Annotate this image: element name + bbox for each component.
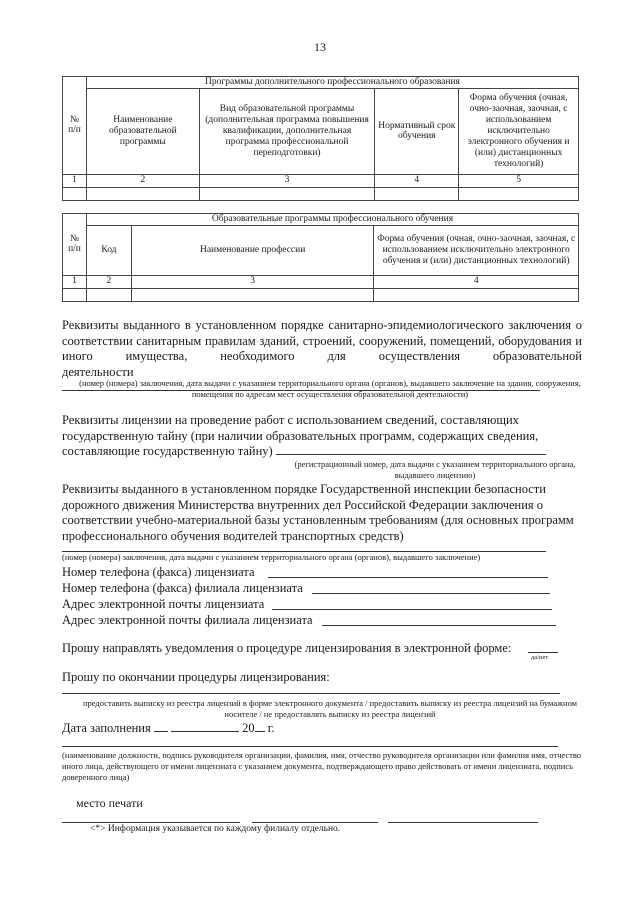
notify-hint: да/нет [531,654,549,661]
signature-line-1[interactable] [62,822,240,823]
gibdd-line: дорожного движения Министерства внутренних дел Российской Федерации заключения о [62,497,544,512]
signature-line-2[interactable] [252,822,378,823]
extract-note: предоставить выписку из реестра лицензий в форме электронного документа / предоставить выписку из реестра лицензий на бумажном носителе / не предоставлять выписку из реестра лицензий [82,698,578,719]
phone-label: Номер телефона (факса) лицензиата [62,565,255,579]
column-index: 3 [131,275,373,288]
secret-line: государственную тайну (при наличии образовательных программ, содержащих сведения, [62,428,539,443]
phone-branch-field[interactable] [312,593,550,594]
sanitary-line: Реквизиты выданного в установленном порядке санитарно-эпидемиологического заключения о [62,318,582,332]
column-index: 3 [199,174,375,187]
page-number: 13 [314,40,326,54]
table-header-name: Наименование профессии [131,225,373,275]
sanitary-line: иного имущества, необходимого для осуществления образовательной [62,349,582,363]
email-field[interactable] [272,609,552,610]
table-cell[interactable] [199,187,375,200]
notify-label: Прошу направлять уведомления о процедуре лицензирования в электронной форме: [62,641,512,655]
gibdd-line: Реквизиты выданного в установленном порядке Государственной инспекции безопасности [62,482,546,496]
email-label: Адрес электронной почты лицензиата [62,597,265,611]
email-branch-field[interactable] [322,625,556,626]
column-index: 4 [374,275,579,288]
column-index: 1 [63,174,87,187]
table-header-form: Форма обучения (очная, очно-заочная, заочная, с использованием исключительно электронного обучения и (или) дистанционных технологий) [459,88,579,174]
table-cell[interactable] [63,288,87,301]
phone-branch-label: Номер телефона (факса) филиала лицензиата [62,581,303,595]
phone-field[interactable] [268,577,548,578]
signature-field[interactable] [62,746,558,747]
column-index: 5 [459,174,579,187]
date-year-field[interactable] [255,721,265,732]
prof-training-table [62,213,579,302]
table-caption: Образовательные программы профессионального обучения [86,214,578,226]
secret-input-line[interactable] [276,444,546,455]
table-cell[interactable] [459,187,579,200]
secret-line [62,444,582,460]
gibdd-line: соответствии учебно-материальной базы установленным требованиям (для основных программ [62,513,574,527]
date-month-field[interactable] [171,721,239,732]
sanitary-line-label: деятельности [62,364,134,379]
secret-line-label: составляющие государственную тайну) [62,444,273,458]
table-cell[interactable] [63,187,87,200]
date-label: Дата заполнения [62,721,151,735]
date-day-field[interactable] [154,721,168,732]
notify-field[interactable] [528,652,558,653]
table-cell[interactable] [131,288,373,301]
table-header-term: Нормативный срок обучения [375,88,459,174]
table-cell[interactable] [374,288,579,301]
email-branch-label: Адрес электронной почты филиала лицензиата [62,613,313,627]
column-index: 2 [86,275,131,288]
column-index: 1 [63,275,87,288]
table-header-name: Наименование образовательной программы [86,88,199,174]
sanitary-note: (номер (номера) заключения, дата выдачи с указанием территориального органа (органов), выдавшего заключение на здания, сооружения, помещения по адресам мест осуществления образовательной деятельности) [79,378,581,399]
table-header-num: № п/п [63,77,87,175]
table-cell[interactable] [86,288,131,301]
date-year-prefix: 20 [242,721,255,735]
signature-note: (наименование должности, подпись руководителя организации, фамилия, имя, отчество руководителя организации или фамилия имя, отчество иного лица, действующего от имени лицензиата с указанием документа, подтверждающего право действовать от имени лицензиата, подпись доверенного лица) [62,750,582,782]
date-suffix: г. [267,721,275,735]
extract-label: Прошу по окончании процедуры лицензирования: [62,670,330,684]
table-caption: Программы дополнительного профессионального образования [86,77,578,89]
gibdd-note: (номер (номера) заключения, дата выдачи с указанием территориального органа (органов), выдавшего заключение) [62,552,481,562]
column-index: 2 [86,174,199,187]
secret-note: (регистрационный номер, дата выдачи с указанием территориального органа, выдавшего лицензию) [294,459,576,480]
table-header-type: Вид образовательной программы (дополнительная программа повышения квалификации, дополнительная программа профессиональной переподготовки) [199,88,375,174]
date-row [62,721,275,736]
gibdd-line: профессионального обучения водителей транспортных средств) [62,528,404,543]
signature-line-3[interactable] [388,822,538,823]
dpo-programs-table [62,76,579,201]
secret-section [62,413,582,460]
secret-line: Реквизиты лицензии на проведение работ с использованием сведений, составляющих [62,413,519,427]
column-index: 4 [375,174,459,187]
table-cell[interactable] [86,187,199,200]
table-header-num: № п/п [63,214,87,276]
table-header-code: Код [86,225,131,275]
gibdd-section [62,482,582,544]
sanitary-line: соответствии санитарным правилам зданий, строений, сооружений, помещений, оборудования и [62,333,582,348]
table-cell[interactable] [375,187,459,200]
extract-field[interactable] [62,693,560,694]
table-header-form: Форма обучения (очная, очно-заочная, заочная, с использованием исключительно электронного обучения и (или) дистанционных технологий) [374,225,579,275]
footnote: <*> Информация указывается по каждому филиалу отдельно. [90,824,341,834]
seal-label: место печати [76,796,143,810]
